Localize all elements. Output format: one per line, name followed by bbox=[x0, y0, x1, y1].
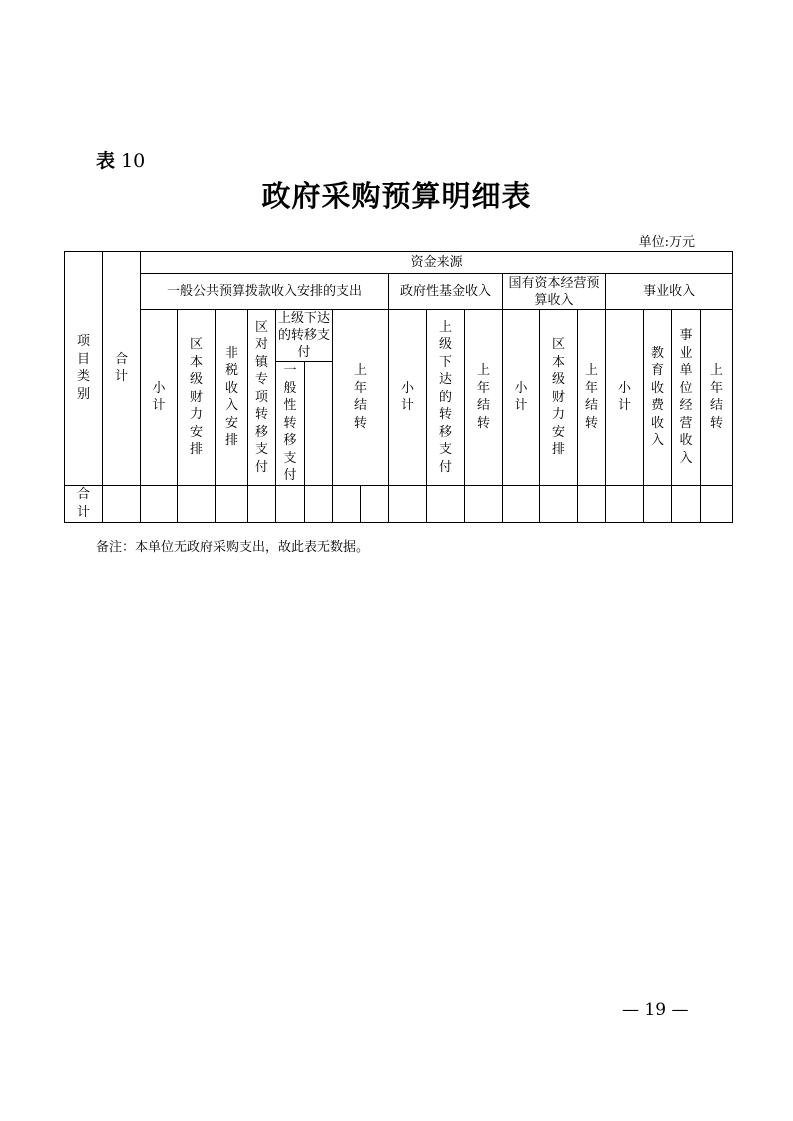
header-business-carryover: 上年结转 bbox=[701, 310, 733, 486]
table-number: 10 bbox=[121, 150, 146, 172]
header-general-upper-transfer: 上级下达的转移支付 bbox=[276, 310, 333, 362]
header-funding-source: 资金来源 bbox=[141, 252, 733, 274]
header-capital-carryover: 上年结转 bbox=[578, 310, 606, 486]
total-cell bbox=[103, 485, 141, 522]
total-cell bbox=[701, 485, 733, 522]
total-cell bbox=[427, 485, 465, 522]
total-cell bbox=[248, 485, 276, 522]
header-general-district-financial: 区本级财力安排 bbox=[178, 310, 216, 486]
total-cell bbox=[361, 485, 389, 522]
header-empty-cell bbox=[305, 362, 333, 486]
total-cell bbox=[178, 485, 216, 522]
header-general-non-tax: 非税收入安排 bbox=[216, 310, 248, 486]
total-cell bbox=[672, 485, 701, 522]
total-cell bbox=[276, 485, 305, 522]
page-number: — 19 — bbox=[622, 1000, 689, 1020]
total-row-label: 合计 bbox=[65, 485, 103, 522]
header-capital-subtotal: 小计 bbox=[503, 310, 540, 486]
table-label: 表 bbox=[96, 150, 116, 172]
total-cell bbox=[333, 485, 361, 522]
header-general-town-transfer: 区对镇专项转移支付 bbox=[248, 310, 276, 486]
total-cell bbox=[465, 485, 503, 522]
header-capital-district-financial: 区本级财力安排 bbox=[540, 310, 578, 486]
header-total: 合计 bbox=[103, 252, 141, 486]
total-cell bbox=[141, 485, 178, 522]
header-fund-carryover: 上年结转 bbox=[465, 310, 503, 486]
header-general-subtotal: 小计 bbox=[141, 310, 178, 486]
total-cell bbox=[503, 485, 540, 522]
total-cell bbox=[305, 485, 333, 522]
header-gov-fund: 政府性基金收入 bbox=[389, 274, 503, 310]
total-cell bbox=[389, 485, 427, 522]
header-business-income: 事业收入 bbox=[606, 274, 733, 310]
header-general-budget: 一般公共预算拨款收入安排的支出 bbox=[141, 274, 389, 310]
header-business-education-fee: 教育收费收入 bbox=[644, 310, 672, 486]
unit-label: 单位:万元 bbox=[638, 235, 695, 250]
header-business-subtotal: 小计 bbox=[606, 310, 644, 486]
total-cell bbox=[578, 485, 606, 522]
total-cell bbox=[606, 485, 644, 522]
table-number-label bbox=[96, 146, 145, 173]
page-title: 政府采购预算明细表 bbox=[261, 179, 532, 213]
header-general-carryover: 上年结转 bbox=[333, 310, 389, 486]
header-fund-upper-transfer: 上级下达的转移支付 bbox=[427, 310, 465, 486]
footnote: 备注：本单位无政府采购支出，故此表无数据。 bbox=[96, 540, 370, 555]
header-general-general-transfer: 一般性转移支付 bbox=[276, 362, 305, 486]
total-cell bbox=[216, 485, 248, 522]
header-project-category: 项目类别 bbox=[65, 252, 103, 486]
total-cell bbox=[540, 485, 578, 522]
procurement-budget-table bbox=[64, 251, 733, 523]
header-business-institution-operating: 事业单位经营收入 bbox=[672, 310, 701, 486]
total-cell bbox=[644, 485, 672, 522]
header-fund-subtotal: 小计 bbox=[389, 310, 427, 486]
header-state-capital: 国有资本经营预算收入 bbox=[503, 274, 606, 310]
